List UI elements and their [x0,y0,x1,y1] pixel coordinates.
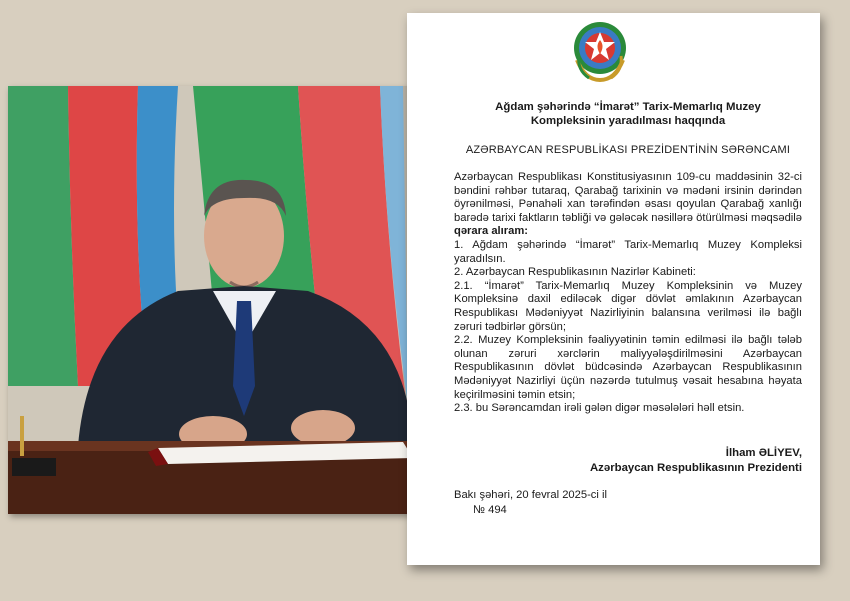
place-date-block [454,488,607,518]
item-2-1: 2.1. “İmarət” Tarix-Memarlıq Muzey Kompleksinin və Muzey Kompleksinə daxil ediləcək digər dövlət əmlakının Azərbaycan Respublikası Mədəniyyət Nazirliyinin balansına verilməsi ilə bağlı zəruri tədbirlər görsün; [454,279,802,333]
item-1: 1. Ağdam şəhərində “İmarət” Tarix-Memarlıq Muzey Kompleksi yaradılsın. [454,238,802,265]
item-2-2: 2.2. Muzey Kompleksinin fəaliyyətinin təmin edilməsi ilə bağlı tələb olunan zəruri xərclərin maliyyələşdirilməsini Azərbaycan Respublikasının dövlət büdcəsində Azərbaycan Respublikasının Mədəniyyət Nazirliyi üçün nəzərdə tutulmuş vəsait hesabına həyata keçirilməsini təmin etsin; [454,334,802,401]
decree-heading: AZƏRBAYCAN RESPUBLİKASI PREZİDENTİNİN SƏRƏNCAMI [465,144,791,156]
preamble-text: Azərbaycan Respublikası Konstitusiyasının 109-cu maddəsinin 32-ci bəndini rəhbər tutaraq, Qarabağ tarixinin və mədəni irsinin dərindən öyrənilməsi, Pənahəli xan tərəfindən əsası qoyulan Qarabağ xanlığı barədə tarixi faktların təbliği və gələcək nəsillərə ötürülməsi məqsədilə [454,171,802,224]
preamble-bold: qərara alıram: [454,225,529,238]
decree-body [454,171,802,416]
item-2: 2. Azərbaycan Respublikasının Nazirlər Kabineti: [454,266,696,279]
preamble-paragraph [454,171,802,239]
signer-title: Azərbaycan Respublikasının Prezidenti [589,462,802,474]
president-signing-photo [8,86,436,514]
azerbaijan-emblem-icon [571,20,629,84]
signer-name: İlham ƏLİYEV, [725,447,802,459]
place-date: Bakı şəhəri, 20 fevral 2025-ci il [454,489,607,501]
signature-block [590,446,802,476]
decree-title [454,100,802,128]
title-line-1: Ağdam şəhərində “İmarət” Tarix-Memarlıq Muzey [495,101,761,113]
decree-number: № 494 [473,504,507,516]
title-line-2: Kompleksinin yaradılması haqqında [530,115,726,127]
item-2-3: 2.3. bu Sərəncamdan irəli gələn digər məsələləri həll etsin. [454,402,745,415]
photo-illustration [8,86,436,514]
decree-document [407,13,820,565]
